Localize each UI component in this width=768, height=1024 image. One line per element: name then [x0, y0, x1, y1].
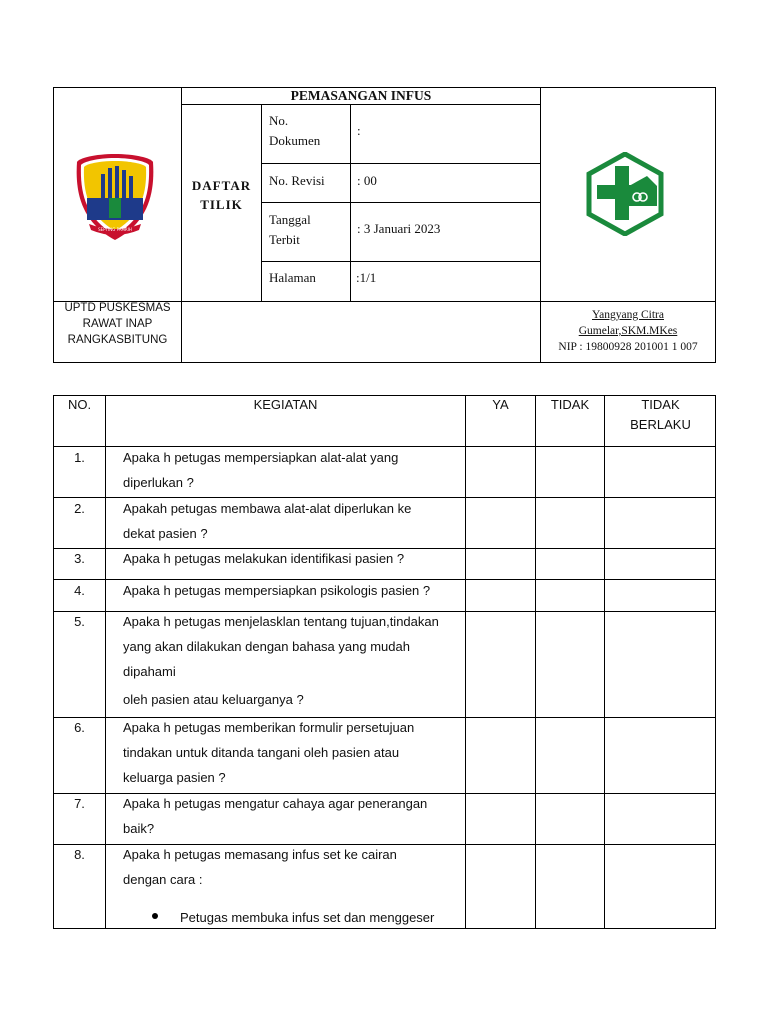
divider: [261, 163, 540, 164]
row-number: 1.: [74, 450, 85, 465]
row-number: 7.: [74, 796, 85, 811]
row-number: 2.: [74, 501, 85, 516]
field-no-dokumen-label: No. Dokumen: [269, 113, 321, 148]
bullet-item: Petugas membuka infus set dan menggeser: [180, 910, 435, 925]
table-row-activity: Apaka h petugas mengatur cahaya agar penerangan baik?: [123, 796, 428, 836]
field-halaman-label: Halaman: [269, 270, 316, 285]
regency-logo: [75, 152, 155, 242]
svg-text:SEPI ING PAMRIH: SEPI ING PAMRIH: [98, 227, 132, 232]
divider: [604, 395, 605, 929]
institution-name: UPTD PUSKESMAS RAWAT INAP RANGKASBITUNG: [64, 302, 171, 346]
divider: [535, 395, 536, 929]
divider: [105, 395, 106, 929]
field-no-dokumen-value: :: [357, 123, 361, 138]
signatory-block: Yangyang Citra Gumelar,SKM.MKes NIP : 19800928 201001 1 007: [558, 309, 698, 353]
table-row-activity: Apakah petugas membawa alat-alat diperlukan ke dekat pasien ?: [123, 501, 412, 541]
row-number: 3.: [74, 551, 85, 566]
row-number: 5.: [74, 614, 85, 629]
table-row-activity: Apaka h petugas mempersiapkan psikologis pasien ?: [123, 583, 431, 598]
field-tanggal-terbit-value: : 3 Januari 2023: [357, 221, 441, 236]
column-header-kegiatan: KEGIATAN: [253, 397, 318, 412]
field-no-revisi-value: : 00: [357, 173, 377, 188]
column-header-tidak-berlaku: TIDAK BERLAKU: [630, 397, 691, 432]
divider: [465, 395, 466, 929]
row-number: 4.: [74, 583, 85, 598]
field-halaman-value: :1/1: [356, 270, 377, 285]
document-title: PEMASANGAN INFUS: [290, 88, 432, 103]
column-header-ya: YA: [492, 397, 509, 412]
puskesmas-logo: [585, 152, 665, 236]
bullet-icon: [152, 913, 158, 919]
daftar-tilik-label: DAFTAR TILIK: [191, 178, 252, 212]
table-row-activity: Apaka h petugas melakukan identifikasi pasien ?: [123, 551, 405, 566]
divider: [181, 87, 182, 363]
row-number: 6.: [74, 720, 85, 735]
table-row-activity: Apaka h petugas memberikan formulir persetujuan tindakan untuk ditanda tangani oleh pasien atau keluarga pasien ?: [123, 720, 415, 785]
column-header-no: NO.: [67, 397, 92, 412]
field-tanggal-terbit-label: Tanggal Terbit: [269, 212, 311, 247]
row-number: 8.: [74, 847, 85, 862]
table-row-activity: Apaka h petugas memasang infus set ke cairan dengan cara :: [123, 847, 397, 887]
table-row-activity: Apaka h petugas mempersiapkan alat-alat yang diperlukan ?: [123, 450, 399, 490]
divider: [261, 202, 540, 203]
column-header-tidak: TIDAK: [550, 397, 590, 412]
table-row-activity: Apaka h petugas menjelasklan tentang tujuan,tindakan yang akan dilakukan dengan bahasa yang mudah dipahami oleh pasien atau keluarganya ?: [123, 614, 439, 707]
divider: [261, 261, 540, 262]
field-no-revisi-label: No. Revisi: [269, 173, 325, 188]
